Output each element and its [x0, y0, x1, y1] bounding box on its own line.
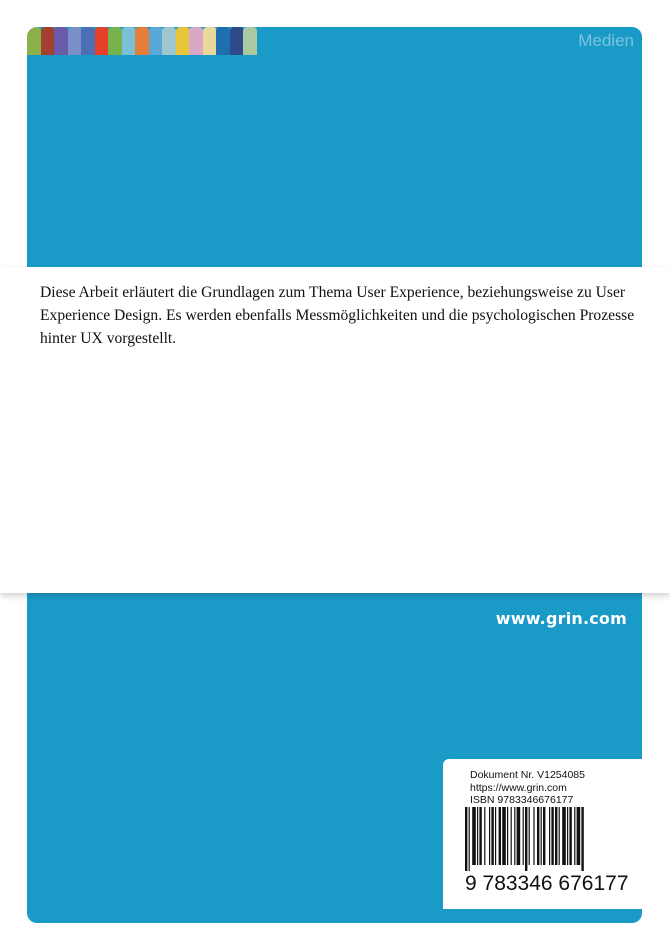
barcode-bar: [569, 807, 571, 865]
color-tab: [230, 27, 244, 55]
document-info: [470, 769, 585, 807]
barcode-bar: [555, 807, 557, 865]
color-tab: [135, 27, 149, 55]
barcode-panel: [443, 759, 642, 909]
color-tab: [68, 27, 82, 55]
barcode-bar: [484, 807, 485, 865]
barcode-bar: [514, 807, 515, 865]
barcode-bar: [511, 807, 512, 865]
color-tab: [108, 27, 122, 55]
barcode-bar: [502, 807, 506, 865]
barcode-bar: [551, 807, 553, 865]
color-tabs: [27, 27, 259, 55]
barcode-bar: [491, 807, 493, 865]
barcode-bar: [574, 807, 575, 865]
color-tab: [216, 27, 230, 55]
color-tab: [54, 27, 68, 55]
isbn: ISBN 9783346676177: [470, 794, 574, 806]
color-tab: [81, 27, 95, 55]
barcode-bar: [559, 807, 560, 865]
color-tab: [203, 27, 217, 55]
category-label: Medien: [578, 31, 634, 50]
barcode-bar: [562, 807, 566, 865]
color-tab: [95, 27, 109, 55]
barcode-bar: [567, 807, 568, 865]
document-url[interactable]: https://www.grin.com: [470, 781, 567, 794]
barcode-bar: [489, 807, 490, 865]
description-text: Diese Arbeit erläutert die Grundlagen zum Thema User Experience, beziehungsweise zu User Experience Design. Es werden ebenfalls Messmöglichkeiten und die psychologischen Prozesse hinter UX vorgestellt.: [40, 284, 635, 347]
barcode-bar: [465, 807, 467, 871]
barcode-bar: [495, 807, 496, 865]
color-tab: [122, 27, 136, 55]
barcode-bar: [477, 807, 478, 865]
barcode-bar: [499, 807, 501, 865]
barcode-bar: [541, 807, 542, 865]
barcode-bar: [537, 807, 539, 865]
barcode-bar: [469, 807, 470, 871]
barcode-bar: [472, 807, 476, 865]
barcode-bar: [525, 807, 527, 871]
barcode-bar: [543, 807, 545, 865]
barcode-bar: [523, 807, 524, 865]
color-tab: [243, 27, 257, 55]
document-number: Dokument Nr. V1254085: [470, 769, 585, 781]
color-tab: [176, 27, 190, 55]
website-url[interactable]: www.grin.com: [495, 609, 627, 628]
color-tab: [41, 27, 55, 55]
barcode-bar: [529, 807, 530, 865]
barcode-bar: [479, 807, 481, 865]
barcode-bar: [517, 807, 521, 865]
barcode-image: [463, 807, 631, 871]
barcode-digits: 9 783346 676177: [465, 872, 629, 895]
color-tab: [189, 27, 203, 55]
barcode-bar: [533, 807, 534, 865]
barcode-bar: [577, 807, 581, 865]
barcode-bar: [549, 807, 550, 865]
barcode-bar: [507, 807, 508, 865]
color-tab: [162, 27, 176, 55]
color-tab: [149, 27, 163, 55]
barcode-bar: [581, 807, 583, 871]
color-tab: [27, 27, 41, 55]
